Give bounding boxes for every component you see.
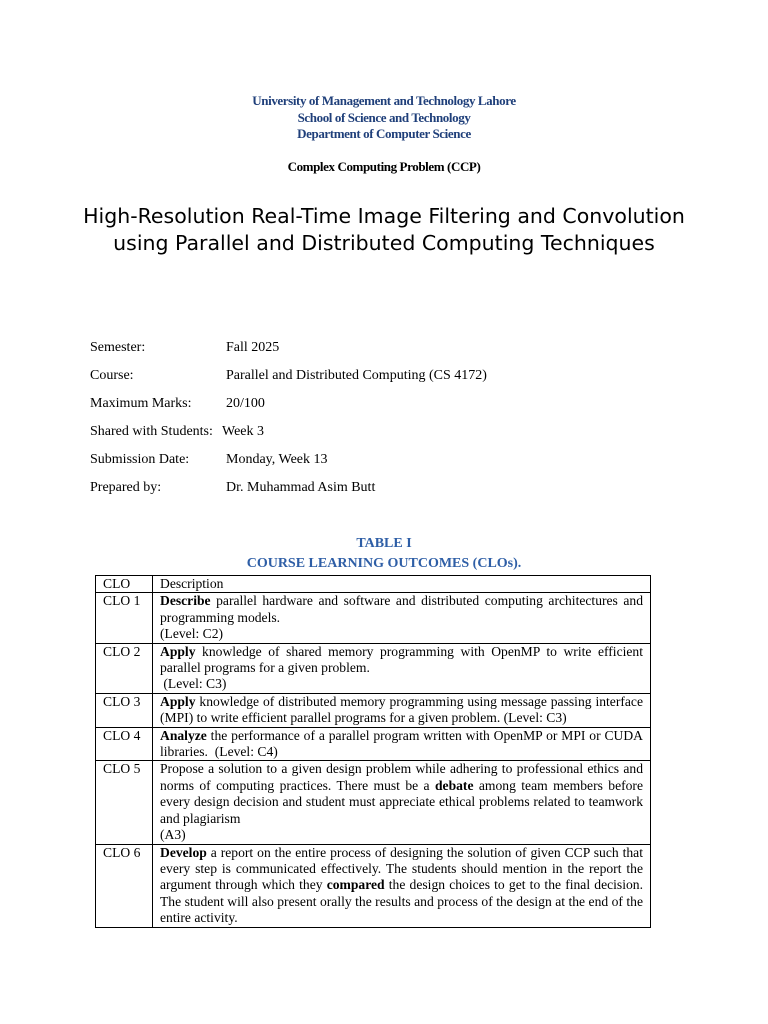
clo-text: a report on the entire process of designing the solution of given CCP such that every step is communicated effectively. The students should mention in the report the argument through which they (160, 844, 643, 893)
school-name: School of Science and Technology (297, 109, 471, 125)
clo-text: among team members before every design decision and student must appreciate ethical problems related to teamwork and plagiarism (160, 777, 643, 826)
description-header: Description (153, 576, 651, 593)
table-row (96, 593, 651, 643)
submission-label: Submission Date: (90, 452, 190, 467)
semester-row (90, 340, 650, 368)
clo-description (153, 693, 651, 727)
ccp-heading: Complex Computing Problem (CCP) (287, 159, 481, 174)
clo-level: (Level: C3) (160, 676, 227, 692)
table-row (96, 727, 651, 761)
table-number: TABLE I (356, 536, 412, 551)
submission-value: Monday, Week 13 (226, 452, 328, 467)
course-value: Parallel and Distributed Computing (CS 4172) (226, 368, 487, 383)
semester-value: Fall 2025 (226, 340, 280, 355)
clo-level: (Level: C2) (160, 626, 224, 642)
shared-value: Week 3 (222, 424, 265, 439)
submission-row (90, 452, 650, 480)
clo-text: Propose a solution to a given design problem while adhering to professional ethics and norms of computing practices. There must be a (160, 761, 643, 793)
document-header (0, 93, 768, 143)
clo-description (153, 643, 651, 693)
prepared-row (90, 480, 650, 508)
clo-description (153, 761, 651, 844)
table-caption: COURSE LEARNING OUTCOMES (CLOs). (246, 556, 522, 571)
clo-emphasis: compared (326, 877, 385, 893)
clo-text: the performance of a parallel program written with OpenMP or MPI or CUDA libraries. (Level: C4) (160, 727, 647, 760)
semester-label: Semester: (90, 340, 146, 355)
clo-description (153, 593, 651, 643)
clo-description (153, 727, 651, 761)
clo-text: the design choices to get to the final decision. The student will also present orally the results and process of the design at the end of the entire activity. (160, 877, 643, 926)
clo-emphasis: debate (434, 777, 474, 793)
marks-label: Maximum Marks: (90, 396, 192, 411)
marks-row (90, 396, 650, 424)
clo-header: CLO (96, 576, 153, 593)
shared-row (90, 424, 650, 452)
clo-id: CLO 1 (96, 593, 153, 643)
clo-verb: Analyze (160, 727, 207, 743)
clo-id: CLO 4 (96, 727, 153, 761)
table-row (96, 844, 651, 927)
clo-table (95, 575, 651, 928)
shared-label: Shared with Students: (90, 424, 213, 439)
prepared-value: Dr. Muhammad Asim Butt (226, 480, 376, 495)
course-info (90, 340, 650, 508)
clo-verb: Develop (160, 844, 207, 860)
clo-text: knowledge of shared memory programming with OpenMP to write efficient parallel programs for a given problem. (160, 643, 643, 676)
clo-level: (A3) (160, 827, 186, 843)
university-name: University of Management and Technology Lahore (252, 93, 516, 108)
table-header-row (96, 576, 651, 593)
clo-verb: Apply (160, 643, 196, 659)
table-row (96, 643, 651, 693)
clo-id: CLO 5 (96, 761, 153, 844)
clo-id: CLO 3 (96, 693, 153, 727)
clo-verb: Describe (160, 593, 211, 609)
clo-text: knowledge of distributed memory programming using message passing interface (MPI) to write efficient parallel programs for a given problem. (Level: C3) (160, 693, 643, 726)
document-title: High-Resolution Real-Time Image Filtering and Convolution using Parallel and Distributed Computing Techniques (83, 204, 685, 255)
clo-text: parallel hardware and software and distributed computing architectures and programming models. (160, 593, 643, 625)
course-label: Course: (90, 368, 134, 383)
clo-id: CLO 6 (96, 844, 153, 927)
department-name: Department of Computer Science (297, 126, 471, 141)
clo-verb: Apply (160, 693, 196, 709)
clo-description (153, 844, 651, 927)
table-row (96, 693, 651, 727)
clo-id: CLO 2 (96, 643, 153, 693)
course-row (90, 368, 650, 396)
table-row (96, 761, 651, 844)
marks-value: 20/100 (226, 396, 265, 411)
prepared-label: Prepared by: (90, 480, 162, 495)
